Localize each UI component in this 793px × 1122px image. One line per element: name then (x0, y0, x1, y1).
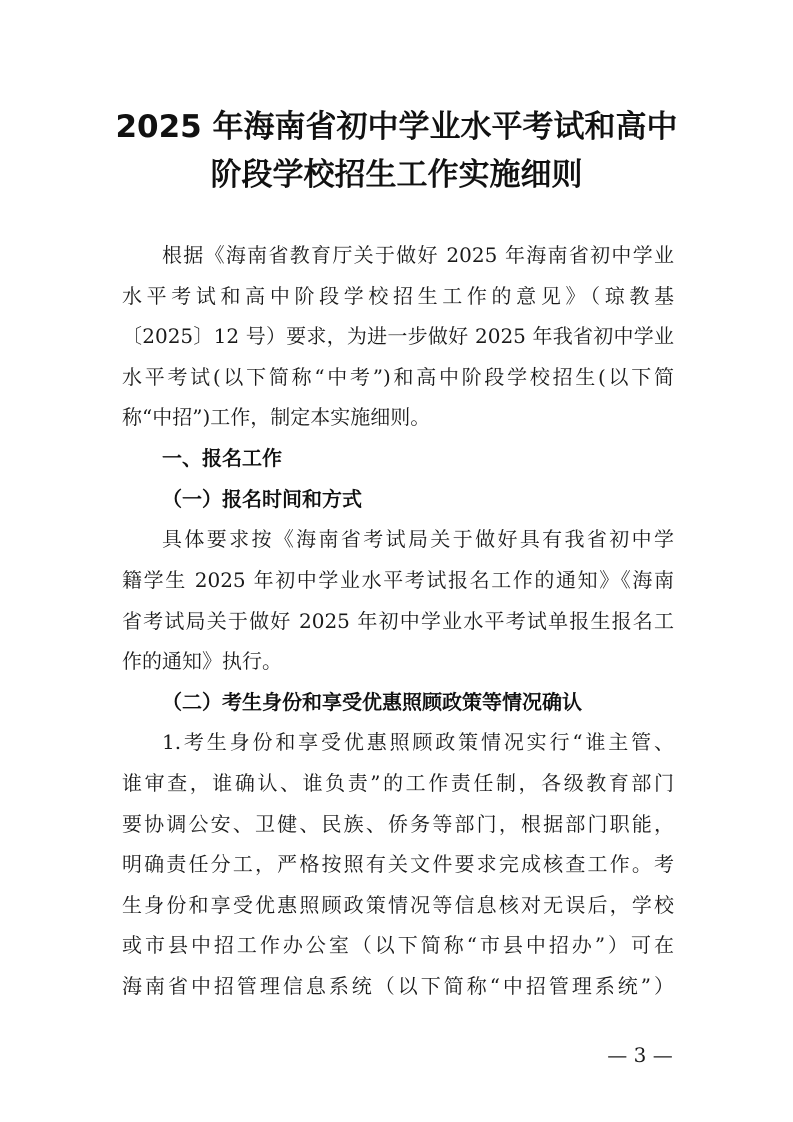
subsection-body-line: 生身份和享受优惠照顾政策情况等信息核对无误后，学校 (122, 893, 674, 917)
intro-paragraph-line: 水平考试(以下简称“中考”)和高中阶段学校招生(以下简 (122, 365, 674, 389)
page-number: — 3 — (607, 1043, 673, 1067)
intro-paragraph-line: 水平考试和高中阶段学校招生工作的意见》（琼教基 (122, 284, 674, 308)
subsection-body-line: 明确责任分工，严格按照有关文件要求完成核查工作。考 (122, 852, 674, 876)
subsection-body-line: 要协调公安、卫健、民族、侨务等部门，根据部门职能， (122, 812, 674, 836)
subsection-body-line: 作的通知》执行。 (122, 649, 282, 673)
intro-paragraph-line: 〔2025〕12 号）要求，为进一步做好 2025 年我省初中学业 (122, 324, 674, 348)
subsection-body-line: 海南省中招管理信息系统（以下简称“中招管理系统”） (122, 974, 674, 998)
subsection-body-line: 省考试局关于做好 2025 年初中学业水平考试单报生报名工 (122, 609, 674, 633)
subsection-body-line: 1.考生身份和享受优惠照顾政策情况实行“谁主管、 (162, 730, 674, 754)
intro-paragraph-line: 称“中招”)工作，制定本实施细则。 (122, 405, 431, 429)
document-title-line-1: 2025 年海南省初中学业水平考试和高中 (115, 109, 678, 145)
subsection-body-line: 或市县中招工作办公室（以下简称“市县中招办”）可在 (122, 933, 674, 957)
subsection-body-line: 具体要求按《海南省考试局关于做好具有我省初中学 (162, 527, 674, 551)
intro-paragraph-line: 根据《海南省教育厅关于做好 2025 年海南省初中学业 (162, 243, 674, 267)
subsection-body-line: 籍学生 2025 年初中学业水平考试报名工作的通知》《海南 (122, 568, 674, 592)
section-heading: 一、报名工作 (162, 446, 282, 470)
subsection-body-line: 谁审查，谁确认、谁负责”的工作责任制，各级教育部门 (122, 771, 674, 795)
subsection-heading: （二）考生身份和享受优惠照顾政策等情况确认 (162, 690, 582, 714)
subsection-heading: （一）报名时间和方式 (162, 487, 362, 511)
document-title-line-2: 阶段学校招生工作实施细则 (210, 157, 583, 193)
